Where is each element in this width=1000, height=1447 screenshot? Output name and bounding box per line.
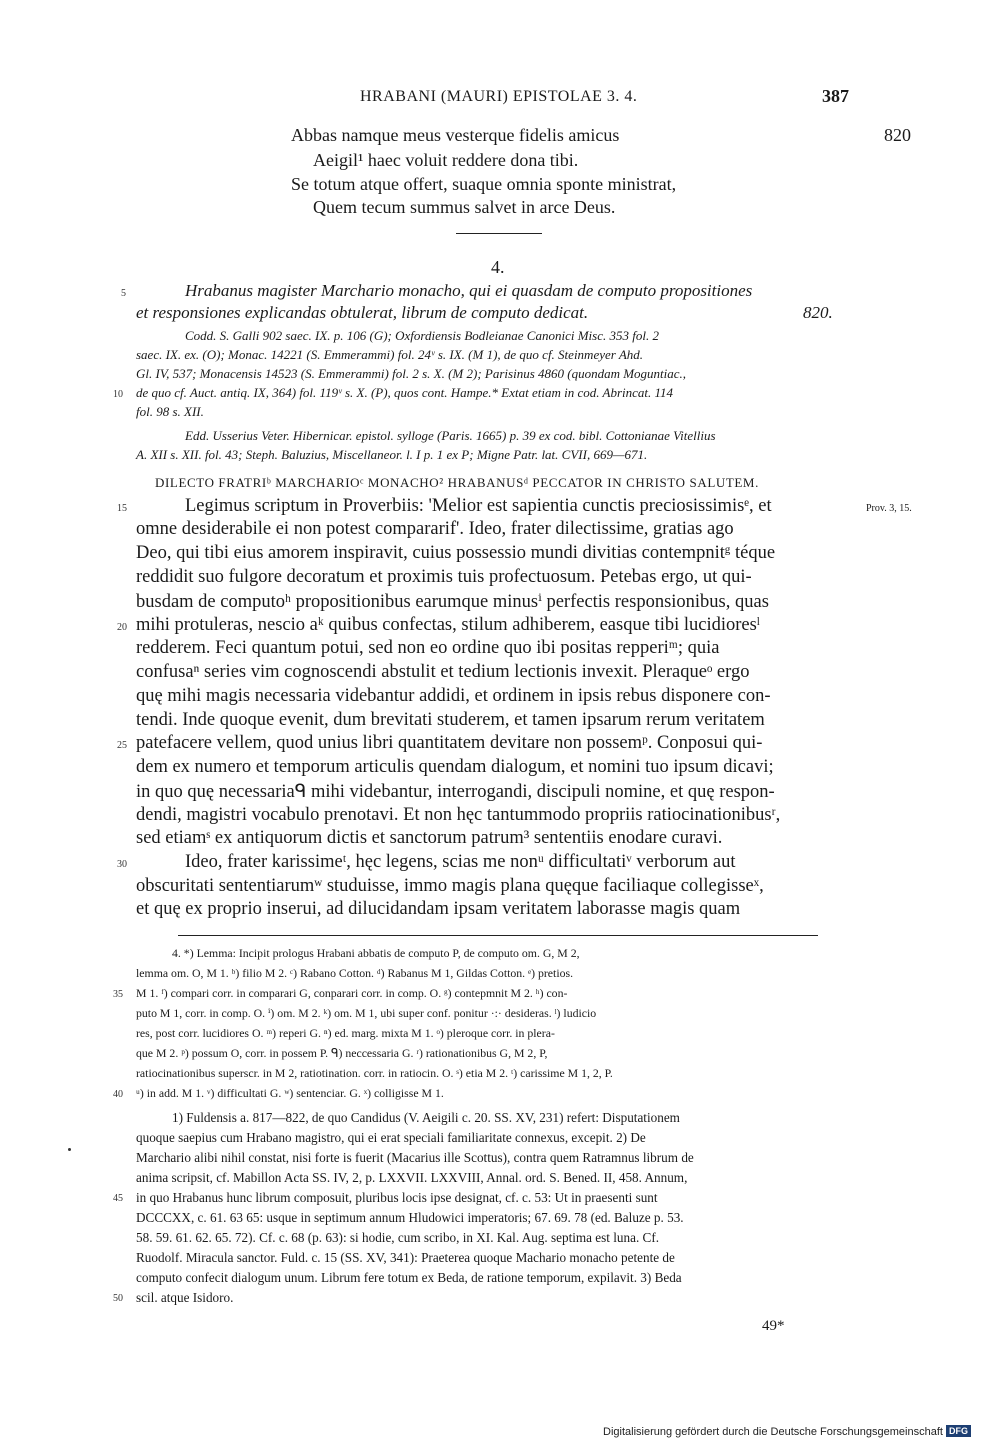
codices-line: de quo cf. Auct. antiq. IX, 364) fol. 119ᵛ s. X. (P), quos cont. Hampe.* Extat etiam in cod. Abrincat. 114 xyxy=(136,385,674,400)
codices-line: fol. 98 s. XII. xyxy=(136,404,204,419)
text-line: confusaⁿ series vim cognoscendi abstulit et tedium lectionis invexit. Pleraqueᵒ ergo xyxy=(136,662,750,682)
text-line: mihi protuleras, nescio aᵏ quibus confectas, stilum adhiberem, easque tibi lucidioresˡ xyxy=(136,615,760,635)
commentary-line: Marchario alibi nihil constat, nisi forte is fuerit (Macarius ille Scottus), contra quem Ratramnus librum de xyxy=(136,1150,694,1165)
text-line: tendi. Inde quoque evenit, dum brevitati studerem, et tamen ipsarum rerum veritatem xyxy=(136,710,765,730)
digitization-credit xyxy=(603,1425,971,1438)
text-line: dem ex numero et temporum articulis quendam dialogum, et nomini tuo ipsum dicavi; xyxy=(136,757,774,777)
line-number: 40 xyxy=(113,1089,123,1100)
text-line: in quo quę necessariaᑫ mihi videbantur, interrogandi, discipuli nomine, et quę respon- xyxy=(136,782,775,802)
editions-line: A. XII s. XII. fol. 43; Steph. Baluzius, Miscellaneor. l. I p. 1 ex P; Migne Patr. lat. CVII, 669—671. xyxy=(136,447,648,462)
line-number: 35 xyxy=(113,989,123,1000)
line-number: 15 xyxy=(117,503,127,514)
commentary-line: 58. 59. 61. 62. 65. 72). Cf. c. 68 (p. 63): si hodie, cum scribo, in XI. Kal. Aug. septima est luna. Cf. xyxy=(136,1230,660,1245)
commentary-line: quoque saepius cum Hrabano magistro, qui ei erat speciali familiaritate connexus, excepit. 2) De xyxy=(136,1130,646,1145)
salutation: DILECTO FRATRIᵇ MARCHARIOᶜ MONACHO² HRABANUSᵈ PECCATOR IN CHRISTO SALUTEM. xyxy=(155,475,759,490)
line-number: 10 xyxy=(113,389,123,400)
text-line: dendi, magistri vocabulo prenotavi. Et non hęc tantummodo propriis ratiocinationibusʳ, xyxy=(136,805,781,825)
text-line: Deo, qui tibi eius amorem inspiravit, cuius possessio mundi divitias contempnitᵍ téque xyxy=(136,543,776,563)
text-line: busdam de computoʰ propositionibus earumque minusⁱ perfectis responsionibus, quas xyxy=(136,592,769,612)
commentary-line: 1) Fuldensis a. 817—822, de quo Candidus (V. Aeigili c. 20. SS. XV, 231) refert: Disputationem xyxy=(172,1110,680,1125)
codices-line: saec. IX. ex. (O); Monac. 14221 (S. Emmerammi) fol. 24ᵛ s. IX. (M 1), de quo cf. Steinmeyer Ahd. xyxy=(136,347,644,362)
apparatus-line: que M 2. ᵖ) possum O, corr. in possem P. ᑫ) neccessaria G. ʳ) rationationibus G, M 2, P, xyxy=(136,1046,548,1060)
line-number: 20 xyxy=(117,622,127,633)
commentary-line: computo confecit dialogum unum. Librum fere totum ex Beda, de ratione temporum, expilavit. 3) Beda xyxy=(136,1270,682,1285)
line-number: 25 xyxy=(117,740,127,751)
signature-mark: 49* xyxy=(762,1318,785,1334)
commentary-line: DCCCXX, c. 61. 63 65: usque in septimum annum Hludowici imperatoris; 67. 69. 78 (ed. Baluze p. 53. xyxy=(136,1210,684,1225)
line-number: 5 xyxy=(121,288,126,299)
editions-line: Edd. Usserius Veter. Hibernicar. epistol. sylloge (Paris. 1665) p. 39 ex cod. bibl. Cottonianae Vitellius xyxy=(185,428,716,443)
codices-line: Codd. S. Galli 902 saec. IX. p. 106 (G); Oxfordiensis Bodleianae Canonici Misc. 353 fol. 2 xyxy=(185,328,659,343)
commentary-line: scil. atque Isidoro. xyxy=(136,1290,234,1305)
apparatus-line: res, post corr. lucidiores O. ᵐ) reperi G. ⁿ) ed. marg. mixta M 1. ᵒ) pleroque corr. in plera- xyxy=(136,1026,555,1040)
verse-line: Quem tecum summus salvet in arce Deus. xyxy=(313,197,616,217)
text-line: reddidit suo fulgore decoratum et proximis tuis profectuosum. Petebas ergo, ut qui- xyxy=(136,567,752,587)
apparatus-line: M 1. ᶠ) compari corr. in comparari G, conparari corr. in comp. O. ᵍ) contepmnit M 2. ʰ) con- xyxy=(136,986,568,1000)
text-line: sed etiamˢ ex antiquorum dictis et sanctorum patrum³ sententiis enodare curavi. xyxy=(136,828,723,848)
commentary-line: in quo Hrabanus hunc librum composuit, pluribus locis ipse designat, cf. c. 53: Ut in praesenti sunt xyxy=(136,1190,658,1205)
text-line: et quę ex proprio inserui, ad dilucidandam ipsam veritatem laborasse magis quam xyxy=(136,899,741,919)
line-number: 45 xyxy=(113,1193,123,1204)
text-line: patefacere vellem, quod unius libri quantitatem devitare non possemᵖ. Conposui qui- xyxy=(136,733,763,753)
verse-line: Abbas namque meus vesterque fidelis amicus xyxy=(291,125,620,145)
verse-line: Se totum atque offert, suaque omnia sponte ministrat, xyxy=(291,174,677,194)
letter-date: 820. xyxy=(803,303,833,322)
text-line: Ideo, frater karissimeᵗ, hęc legens, scias me nonᵘ difficultatiᵛ verborum aut xyxy=(185,852,736,872)
apparatus-line: 4. *) Lemma: Incipit prologus Hrabani abbatis de computo P, de computo om. G, M 2, xyxy=(172,946,580,960)
text-line: obscuritati sententiarumʷ studuisse, immo magis plana quęque faciliaque collegisseˣ, xyxy=(136,876,764,896)
section-divider xyxy=(456,233,542,234)
digitization-credit-text: Digitalisierung gefördert durch die Deutsche Forschungsgemeinschaft xyxy=(603,1426,943,1438)
year-margin: 820 xyxy=(884,125,911,145)
page-number: 387 xyxy=(822,86,849,106)
letter-summary-line: et responsiones explicandas obtulerat, librum de computo dedicat. xyxy=(136,303,589,322)
margin-reference: Prov. 3, 15. xyxy=(866,503,912,514)
letter-number: 4. xyxy=(491,257,505,277)
apparatus-line: lemma om. O, M 1. ᵇ) filio M 2. ᶜ) Rabano Cotton. ᵈ) Rabanus M 1, Gildas Cotton. ᵉ) pretios. xyxy=(136,966,574,980)
commentary-line: Ruodolf. Miracula sanctor. Fuld. c. 15 (SS. XV, 341): Praeterea quoque Machario monacho petente de xyxy=(136,1250,675,1265)
apparatus-line: puto M 1, corr. in comp. O. ⁱ) om. M 2. ᵏ) om. M 1, ubi super conf. ponitur ·:· desideras. ˡ) ludicio xyxy=(136,1006,597,1020)
text-line: redderem. Feci quantum potui, sed non eo ordine quo ibi positas repperiᵐ; quia xyxy=(136,638,720,658)
apparatus-line: ratiocinationibus superscr. in M 2, ratiotination. corr. in ratiocin. O. ˢ) etia M 2. ᵗ) carissime M 1, 2, P. xyxy=(136,1066,613,1080)
letter-summary-line: Hrabanus magister Marchario monacho, qui ei quasdam de computo propositiones xyxy=(185,281,753,300)
text-line: Legimus scriptum in Proverbiis: 'Melior est sapientia cunctis preciosissimisᵉ, et xyxy=(185,496,772,516)
ink-speck xyxy=(68,1148,71,1151)
apparatus-line: ᵘ) in add. M 1. ᵛ) difficultati G. ʷ) sentenciar. G. ˣ) colligisse M 1. xyxy=(136,1086,444,1100)
text-line: quę mihi magis necessaria videbantur addidi, et ordinem in ipsis rebus disponere con- xyxy=(136,686,771,706)
verse-line: Aeigil¹ haec voluit reddere dona tibi. xyxy=(313,150,579,170)
footnote-rule xyxy=(178,935,818,936)
codices-line: Gl. IV, 537; Monacensis 14523 (S. Emmerammi) fol. 2 s. X. (M 2); Parisinus 4860 (quondam Moguntiac., xyxy=(136,366,687,381)
commentary-line: anima scripsit, cf. Mabillon Acta SS. IV, 2, p. LXXVII. LXXVIII, Annal. ord. S. Bened. II, 458. Annum, xyxy=(136,1170,688,1185)
line-number: 30 xyxy=(117,859,127,870)
running-title: HRABANI (MAURI) EPISTOLAE 3. 4. xyxy=(360,88,638,105)
text-line: omne desiderabile ei non potest compararif'. Ideo, frater dilectissime, gratias ago xyxy=(136,519,734,539)
dfg-logo-icon: DFG xyxy=(946,1425,971,1437)
line-number: 50 xyxy=(113,1293,123,1304)
